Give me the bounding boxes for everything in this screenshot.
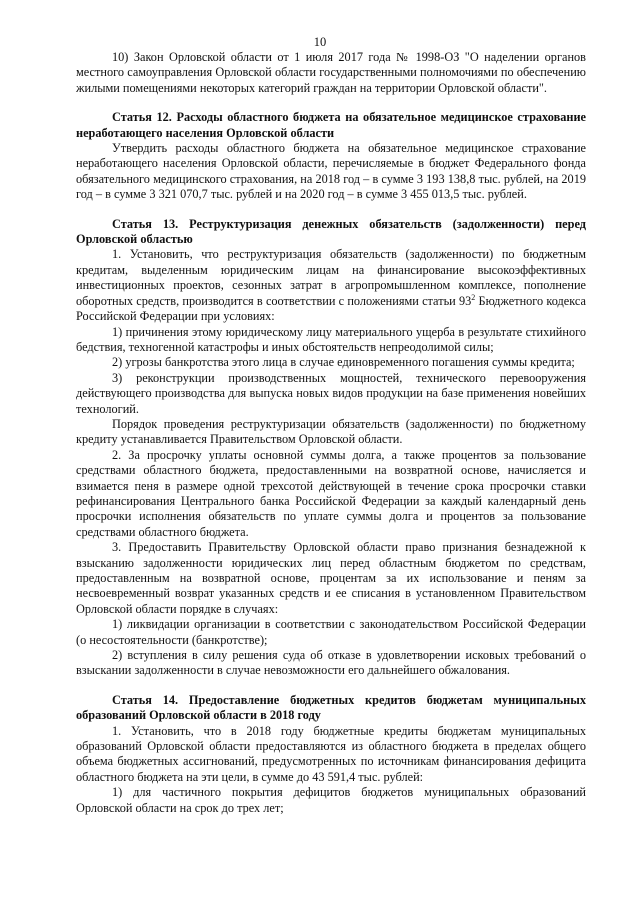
paragraph: 1) для частичного покрытия дефицитов бюджетов муниципальных образований Орловской области на срок до трех лет;: [76, 785, 586, 815]
paragraph: 1) причинения этому юридическому лицу материального ущерба в результате стихийного бедствия, техногенной катастрофы и иных обстоятельств непреодолимой силы;: [76, 324, 586, 354]
paragraph: 3) реконструкции производственных мощностей, технического перевооружения действующего производства для выпуска новых видов продукции на базе применения новейших технологий.: [76, 370, 586, 416]
document-body: [76, 50, 586, 816]
paragraph: 1) ликвидации организации в соответствии с законодательством Российской Федерации (о несостоятельности (банкротстве);: [76, 617, 586, 647]
paragraph: 1. Установить, что реструктуризация обязательств (задолженности) по бюджетным кредитам, выделенным юридическим лицам на финансирование высокоэффективных инвестиционных проектов, сезонных затрат в агропромышленном комплексе, пополнение оборотных средств, производится в соответствии с положениями статьи $93^2$ Бюджетного кодекса Российской Федерации при условиях:: [76, 247, 587, 324]
paragraph: Порядок проведения реструктуризации обязательств (задолженности) по бюджетному кредиту устанавливается Правительством Орловской области.: [76, 416, 586, 447]
paragraph: 2) угрозы банкротства этого лица в случае единовременного погашения суммы кредита;: [112, 355, 575, 370]
paragraph: Утвердить расходы областного бюджета на обязательное медицинское страхование неработающего населения Орловской области, перечисляемые в бюджет Федерального фонда обязательного медицинского страхования, на 2018 год – в сумме 3 193 138,8 тыс. рублей, на 2019 год – в сумме 3 321 070,7 тыс. рублей и на 2020 год – в сумме 3 455 013,5 тыс. рублей.: [76, 141, 586, 202]
paragraph: 1. Установить, что в 2018 году бюджетные кредиты бюджетам муниципальных образований Орловской области предоставляются из областного бюджета в пределах общего объема бюджетных ассигнований, предусмотренных по источникам финансирования дефицита областного бюджета на эти цели, в сумме до 43 591,4 тыс. рублей:: [76, 723, 586, 784]
paragraph: 3. Предоставить Правительству Орловской области право признания безнадежной к взысканию задолженности юридических лиц перед областным бюджетом по средствам, предоставленным на возвратной основе, процентам за их использование и пеням за несвоевременный возврат указанных средств и ее списания в установленном Правительством Орловской области порядке в случаях:: [76, 540, 586, 616]
article-13-heading: Статья 13. Реструктуризация денежных обязательств (задолженности) перед Орловской областью: [76, 216, 586, 247]
paragraph: 10) Закон Орловской области от 1 июля 2017 года № 1998-ОЗ "О наделении органов местного самоуправления Орловской области государственными полномочиями по обеспечению жилыми помещениями некоторых категорий граждан на территории Орловской области".: [76, 50, 586, 95]
paragraph: 2. За просрочку уплаты основной суммы долга, а также процентов за пользование средствами областного бюджета, предоставленными на возвратной основе, начисляется и взимается пеня в размере одной трехсотой действующей в течение срока просрочки ставки рефинансирования Центрального банка Российской Федерации за каждый календарный день просрочки исполнения обязательств по уплате суммы долга и процентов за пользование средствами областного бюджета.: [76, 447, 586, 539]
article-12-heading: Статья 12. Расходы областного бюджета на обязательное медицинское страхование неработающего населения Орловской области: [76, 110, 586, 140]
paragraph: 2) вступления в силу решения суда об отказе в удовлетворении исковых требований о взыскании задолженности в случае невозможности его дальнейшего обжалования.: [76, 648, 586, 678]
page-number: 10: [313, 35, 327, 49]
superscript: 2: [471, 292, 476, 302]
article-14-heading: Статья 14. Предоставление бюджетных кредитов бюджетам муниципальных образований Орловской области в 2018 году: [76, 692, 586, 723]
